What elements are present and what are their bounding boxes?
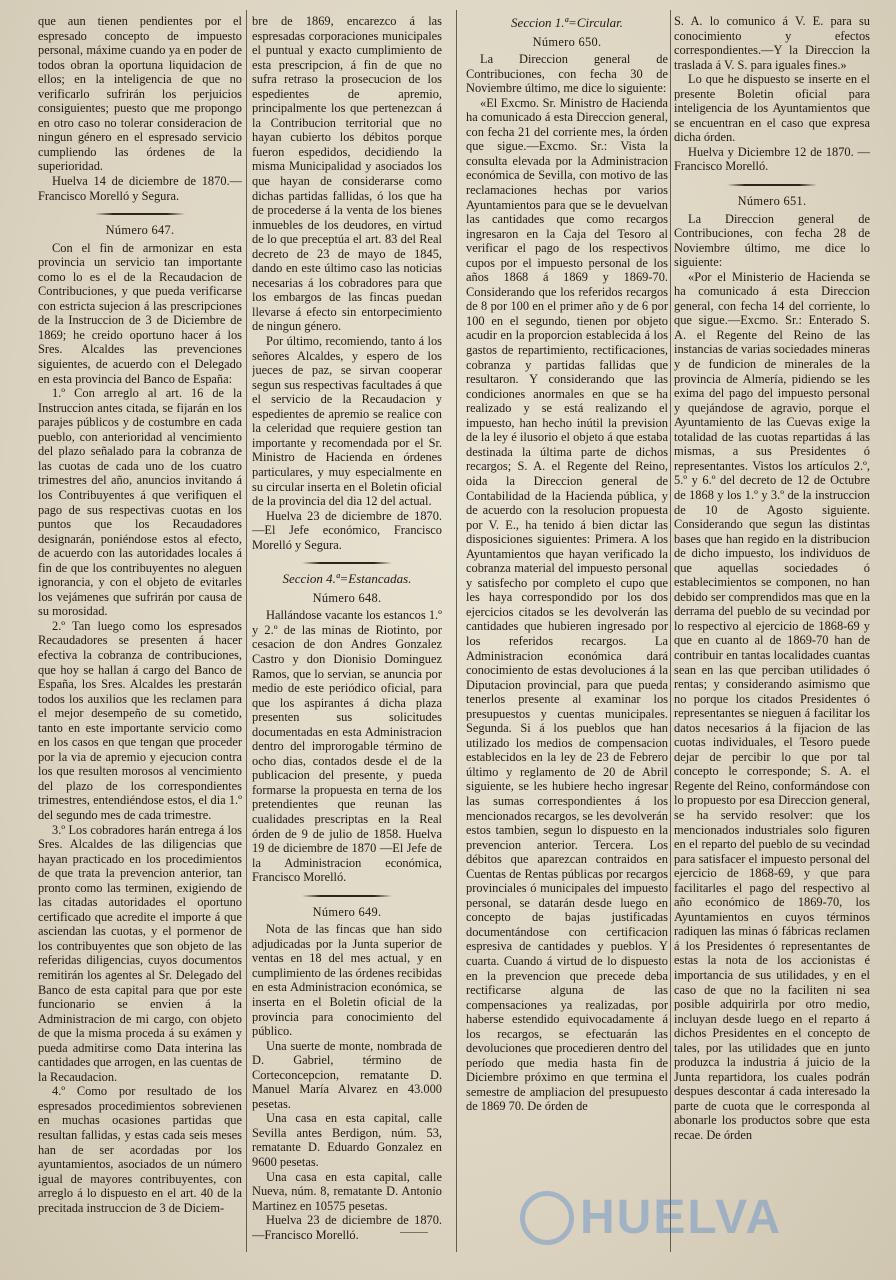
signature: Huelva y Diciembre 12 de 1870. —Francisco Morelló. <box>674 144 870 174</box>
column-4 <box>674 14 870 1250</box>
article-heading-649: Número 649. <box>312 904 382 919</box>
paragraph: 3.º Los cobradores harán entrega á los Sres. Alcaldes de las diligencias que hayan practicado en los procedimientos de que trata la prevencion anterior, tan pronto como las terminen, exigiendo de las citadas autoridades el oportuno certificado que acredite el importe á que asciendan las cuotas, y el pormenor de los contribuyentes que son objeto de las referidas diligencias, cuyos documentos remitirán los agentes al Sr. Delegado del Banco de esta capital para que por este funcionario se envien á la Administracion de mi cargo, con objeto de que la misma proceda á su exámen y pueda admitirse como Data interina las cantidades que arrogen, en las cuentas de la Recaudacion. <box>38 822 242 1084</box>
section-divider <box>302 562 392 564</box>
column-3 <box>466 14 668 1250</box>
paragraph: 4.º Como por resultado de los espresados procedimientos sobrevienen en muchas ocasiones partidas que resultan fallidas, y estas cada seis meses han de ser acordadas por los ayuntamientos, asociados de un número igual de mayores contribuyentes, con arreglo á lo dispuesto en el art. 40 de la precitada instruccion de 3 de Diciem- <box>38 1084 242 1215</box>
section-divider <box>302 895 392 897</box>
column-2 <box>252 14 442 1250</box>
column-rule <box>246 10 247 1252</box>
article-heading-651: Número 651. <box>737 194 807 209</box>
section-heading-estancadas: Seccion 4.ª=Estancadas. <box>282 571 412 587</box>
column-1 <box>38 14 242 1250</box>
paragraph: 2.º Tan luego como los espresados Recaudadores se presenten á hacer efectiva la cobranza de contribuciones, que hoy se hallan á cargo del Banco de España, los Sres. Alcaldes les prestarán todos los auxilios que les reclamen para el mejor desempeño de su cometido, tanto en este importante servicio como en los casos en que tengan que proceder por la via de apremio y ejecucion contra los que resulten morosos al vencimiento del plazo de los correspondientes trimestres, entendiéndose estos, el dia 1.º del segundo mes de cada trimestre. <box>38 618 242 822</box>
signature: Huelva 14 de diciembre de 1870.—Francisco Morelló y Segura. <box>38 174 242 203</box>
paragraph: La Direccion general de Contribuciones, con fecha 28 de Noviembre último, me dice lo siguiente: <box>674 211 870 270</box>
page-end-mark <box>400 1224 428 1233</box>
section-divider <box>727 184 817 186</box>
paragraph: que aun tienen pendientes por el espresado concepto de impuesto personal, máxime cuando ya en poder de todos obran la oportuna liquidacion de ellos; en la inteligencia de que no verificarlo sufrirán los perjuicios consiguientes; puesto que me propongo en otro caso no tolerar consideracion de ningun género en el espresado servicio cumpliendo las órdenes de la superioridad. <box>38 14 242 174</box>
article-heading-648: Número 648. <box>312 590 382 605</box>
paragraph: «Por el Ministerio de Hacienda se ha comunicado á esta Direccion general, con fecha 14 del corriente, lo que sigue.—Excmo. Sr.: Enterado S. A. el Regente del Reino de las instancias de varias sociedades mineras y de fundicion de minerales de la provincia de Almería, pidiendo se les exima del pago del impuesto personal y quejándose de agravio, porque el Ayuntamiento de las Cuevas exige la totalidad de las cuotas repartidas á las mismas, a sus Presidentes ó representantes. Vistos los artículos 2.º, 5.º y 6.º del decreto de 12 de Octubre de 1868 y los 1.º y 3.º de la instruccion de 10 de Agosto siguiente. Considerando que segun las distintas bases que han regido en la distribucion de dicho impuesto, los individuos de que aquellas sociedades ó establecimientos se componen, no han debido ser comprendidos mas que en la derrama del pueblo de su vecindad por lo respectivo al ejercicio de 1868-69 y que en cuanto al de 1869-70 han de contribuir en tantas localidades cuantas sean en las que perciban utilidades ó rentas; y considerando asimismo que no porque los citados Presidentes ó representantes se nieguen á facilitar los datos necesarios á la fijacion de las cuotas individuales, el Tesoro puede dejar de percibir lo que por tal concepto le corresponde; S. A. el Regente del Reino, conformándose con lo propuesto por esa Direccion general, se ha servido resolver: que los mencionados industriales solo figuren en el reparto del pueblo de su vecindad para satisfacer el impuesto personal del ejercicio de 1868-69, y que para facilitarles el pago del respectivo al año económico de 1869-70, los Ayuntamientos en cuyos términos radiquen las minas ó fábricas reclamen á los Presidentes ó representantes de estas la nota de los accionistas é importancia de sus utilidades, y en el caso de que no la faciliten ni sea posible adquirirla por otro medio, incluyan desde luego en el reparto á dichos Presidentes en el concepto de tales, por las utilidades que en junto produzca la industria á juicio de la Junta repartidora, los cuales podrán despues descontar á cada interesado la parte de cuota que le corresponda al abonarle los productos sobre que esta recae. De órden <box>674 269 870 1143</box>
column-rule <box>670 10 671 1252</box>
paragraph: Por último, recomiendo, tanto á los señores Alcaldes, y espero de los jueces de paz, se sirvan cooperar segun sus respectivas facultades á que el servicio de la Recaudacion y espedientes de apremio se realice con la celeridad que requiere gestion tan importante y recomendada por el Sr. Ministro de Hacienda en órdenes particulares, y muy especialmente en su circular inserta en el Boletin oficial de la provincia del dia 12 del actual. <box>252 334 442 509</box>
paragraph: Hallándose vacante los estancos 1.º y 2.º de las minas de Riotinto, por cesacion de don Andres Gonzalez Castro y don Dionisio Dominguez Ramos, que lo servian, se anuncia por medio de este periódico oficial, para que los aspirantes á dicha plaza presenten sus solicitudes documentadas en esta Administracion dentro del improrogable término de ocho dias, contados desde el de la publicacion del presente, y pueda formarse la propuesta en terna de los pretendientes que reunan las cualidades prescriptas en la Real órden de 9 de julio de 1858. Huelva 19 de diciembre de 1870 —El Jefe de la Administracion económica, Francisco Morelló. <box>252 608 442 885</box>
signature: Huelva 23 de diciembre de 1870. —El Jefe económico, Francisco Morelló y Segura. <box>252 508 442 552</box>
paragraph: Con el fin de armonizar en esta provincia un servicio tan importante como lo es el de la Recaudacion de Contribuciones, y que pueda verificarse con estricta sujecion á las prescripciones de la Instruccion de 3 de Diciembre de 1869; he creido oportuno hacer á los Sres. Alcaldes las prevenciones siguientes, de acuerdo con el Delegado en esta provincia del Banco de España: <box>38 240 242 386</box>
signature: Huelva 23 de diciembre de 1870. —Francisco Morelló. <box>252 1213 442 1242</box>
paragraph: S. A. lo comunico á V. E. para su conocimiento y efectos correspondientes.—Y la Direccion la traslada á V. S. para iguales fines.» <box>674 14 870 72</box>
paragraph: bre de 1869, encarezco á las espresadas corporaciones municipales el puntual y exacto cumplimiento de esta prescripcion, á fin de que no sufra retraso la prosecucion de los espedientes de apremio, principalmente los que pertenezcan á la Contribucion territorial que no hayan cubierto los débitos porque fueron espedidos, decidiendo la misma Municipalidad y asociados los que hayan de considerarse como dichas partidas fallidas, ó los que ha de procederse á la venta de los bienes inmuebles de los deudores, en virtud de lo que preceptúa el art. 83 del Real decreto de 23 de mayo de 1845, dando en este último caso las noticias necesarias á los cobradores para que los embargos de las fincas puedan llevarse á efecto sin entorpecimiento de ningun género. <box>252 14 442 334</box>
paragraph: «El Excmo. Sr. Ministro de Hacienda ha comunicado á esta Direccion general, con fecha 21 del corriente mes, la órden que sigue.—Excmo. Sr.: Vista la consulta elevada por la Administracion económica de Sevilla, con motivo de las reclamaciones hechas por varios Ayuntamientos para que se le devuelvan las cantidades que como recargos ingresaron en la Caja del Tesoro al verificar el pago de los respectivos cupos por el impuesto personal de los años 1868 á 1869 y 1869-70. Considerando que los referidos recargos de 8 por 100 en el primer año y de 6 por 100 en el segundo, tienen por objeto acudir en la proporcion establecida á los gastos de repartimiento, rectificaciones, cobranza y partidas fallidas que resultaron. Y considerando que las condiciones anormales en que se ha realizado y se está realizando el impuesto, han hecho inútil la prevision de la ley é ilusorio el objeto á que estaba destinada la última parte de dichos recargos; S. A. el Regente del Reino, oida la Direccion general de Contabilidad de la Hacienda pública, y de acuerdo con la resolucion propuesta por V. E., ha tenido á bien dictar las disposiciones siguientes: Primera. A los Ayuntamientos que hayan verificado la cobranza material del impuesto personal y satisfecho por completo el cupo que les haya correspondido por los dos ejercicios citados se les devolverán las cantidades que hubieren ingresado por los referidos recargos. La Administracion económica dará conocimiento de estas devoluciones á la Diputacion provincial, para que pueda tenerlos presente al examinar los presupuestos y cuentas municipales. Segunda. Si á los pueblos que han utilizado los medios de compensacion establecidos en la ley de 23 de Febrero último y reglamento de 20 de Abril siguiente, se les hubiere hecho ingresar las sumas correspondientes á los mencionados recargos, se les devolverán estos tambien, segun lo dispuesto en la prevencion anterior. Tercera. Los débitos que aparezcan contraidos en Cuentas de Rentas públicas por recargos provinciales ó municipales del impuesto personal, se datarán desde luego en concepto de bajas justificadas documentándose con certificacion espresiva de cantidades y pueblos. Y cuarta. Cuando á virtud de lo dispuesto en la prevencion que precede deba rectificarse alguna de las compensaciones ya realizadas, por haberse estendido equivocadamente á los recargos, se efectuarán las devoluciones que procedieren dentro del período que media hasta fin de Diciembre próximo en que termina el semestre de ampliacion del presupuesto de 1869 70. De órden de <box>466 95 668 1114</box>
article-heading-650: Número 650. <box>532 34 602 49</box>
paragraph: Lo que he dispuesto se inserte en el presente Boletin oficial para inteligencia de los Ayuntamientos que se encuentran en el caso que expresa dicha órden. <box>674 72 870 145</box>
column-rule <box>456 10 457 1252</box>
section-heading-circular: Seccion 1.ª=Circular. <box>511 15 623 30</box>
paragraph: Una suerte de monte, nombrada de D. Gabriel, término de Corteconcepcion, rematante D. Manuel María Alvarez en 43.000 pesetas. <box>252 1038 442 1111</box>
section-divider <box>95 213 185 215</box>
paragraph: Una casa en esta capital, calle Nueva, núm. 8, rematante D. Antonio Martinez en 10575 pesetas. <box>252 1169 442 1213</box>
article-heading-647: Número 647. <box>105 223 175 238</box>
paragraph: Nota de las fincas que han sido adjudicadas por la Junta superior de ventas en 18 del mes actual, y en cumplimiento de las órdenes recibidas en esta Administracion económica, se inserta en el Boletin oficial de la provincia para conocimiento del público. <box>252 922 442 1039</box>
watermark-text: HUELVA <box>580 1191 783 1244</box>
paragraph: Una casa en esta capital, calle Sevilla antes Berdigon, núm. 53, rematante D. Eduardo Gonzalez en 9600 pesetas. <box>252 1111 442 1170</box>
paragraph: 1.º Con arreglo al art. 16 de la Instruccion antes citada, se fijarán en los parajes públicos y de costumbre en cada pueblo, con anterioridad al vencimiento del plazo señalado para la cobranza de las cuotas de cada uno de los cuatro trimestres del año, anuncios invitando á los Contribuyentes á que verifiquen el pago de sus respectivas cuotas en los puntos que los Recaudadores designarán, poniéndose estos al efecto, de acuerdo con las autoridades locales á fin de que los contribuyentes no aleguen ignorancia, y con el objeto de evitarles los vejámenes que sufrirán por causa de su morosidad. <box>38 386 242 619</box>
paragraph: La Direccion general de Contribuciones, con fecha 30 de Noviembre último, me dice lo siguiente: <box>466 52 668 96</box>
